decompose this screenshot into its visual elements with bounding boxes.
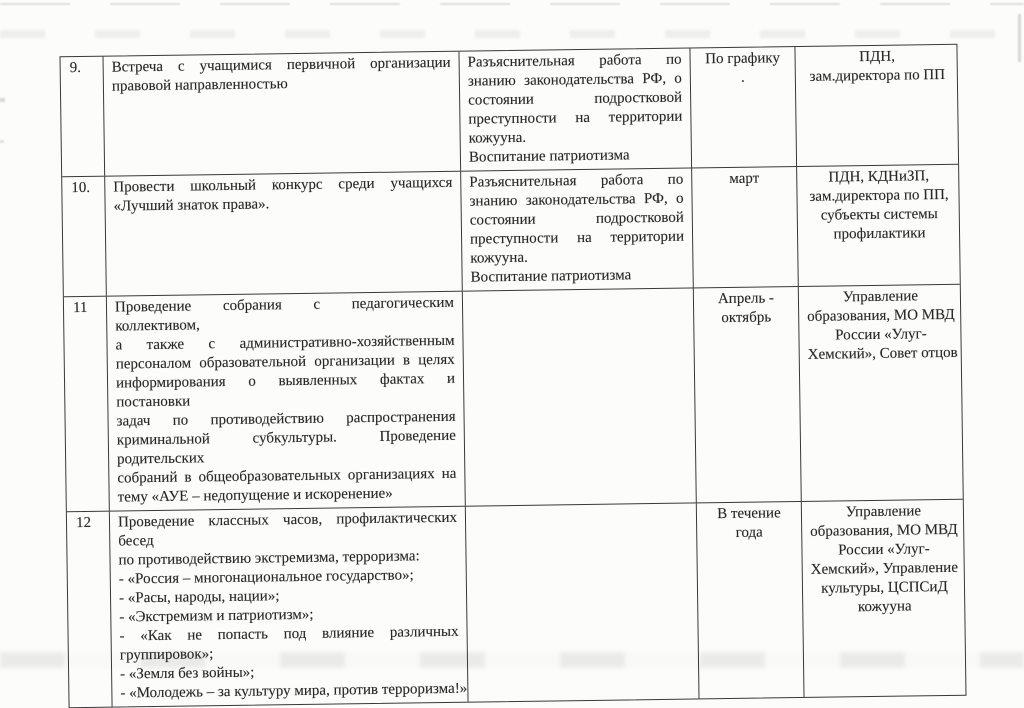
scan-mark-right-edge bbox=[1018, 14, 1021, 62]
text-line: по противодействию экстремизма, терроризма: bbox=[118, 548, 420, 569]
table-cell bbox=[462, 288, 696, 505]
text-line: 9. bbox=[69, 60, 82, 77]
scan-streak-upper bbox=[0, 30, 1024, 38]
table-cell bbox=[109, 507, 468, 707]
table-cell bbox=[460, 168, 693, 290]
scan-mark-left-edge bbox=[0, 98, 5, 102]
text-line: состоянии подростковой bbox=[468, 89, 683, 109]
text-line: март bbox=[729, 170, 760, 187]
text-line: - «Расы, народы, нации»; bbox=[118, 588, 280, 607]
table-cell bbox=[106, 292, 465, 511]
text-line: кожууна bbox=[857, 598, 912, 616]
text-line: образования, МО МВД bbox=[807, 306, 955, 325]
text-line: субъекты системы bbox=[820, 206, 938, 224]
text-line: Разъяснительная работа по bbox=[469, 171, 684, 191]
text-line: Воспитание патриотизма bbox=[470, 267, 632, 286]
text-line: преступности на территории bbox=[469, 228, 685, 248]
text-line: собраний в общеобразовательных организациях на bbox=[117, 465, 457, 487]
text-line: персоналом образовательной организации в целях bbox=[115, 351, 455, 373]
text-line: «Лучший знаток права». bbox=[113, 196, 270, 215]
table-row bbox=[64, 284, 963, 511]
table-cell bbox=[798, 285, 965, 501]
text-line: Воспитание патриотизма bbox=[468, 147, 630, 166]
text-line: криминальной субкультуры. Проведение родительских bbox=[116, 427, 456, 468]
table-cell bbox=[64, 297, 109, 512]
text-line: образования, МО МВД bbox=[810, 521, 958, 540]
text-line: Управление bbox=[842, 288, 919, 306]
text-line: - «Молодежь – за культуру мира, против терроризма!» bbox=[120, 680, 468, 702]
text-line: 10. bbox=[71, 179, 91, 197]
text-line: - «Как не попасть под влияние различных bbox=[119, 623, 459, 645]
table-cell bbox=[103, 52, 461, 176]
text-line: В течение bbox=[717, 505, 781, 523]
text-line: зам.директора по ПП bbox=[809, 66, 946, 85]
text-line: зам.директора по ПП, bbox=[809, 186, 949, 205]
scan-streak-top bbox=[0, 3, 1024, 5]
text-line: состоянии подростковой bbox=[469, 209, 684, 229]
scan-mark-left-edge bbox=[0, 140, 4, 143]
text-line: Проведение собрания с педагогическим коллективом, bbox=[114, 294, 455, 335]
plan-table bbox=[59, 44, 966, 708]
table-cell bbox=[458, 49, 691, 171]
text-line: Апрель - bbox=[717, 290, 775, 308]
table-cell bbox=[62, 177, 106, 297]
text-line: России «Улуг- bbox=[835, 326, 927, 344]
text-line: России «Улуг- bbox=[838, 541, 930, 559]
text-line: ПДН, bbox=[859, 48, 896, 66]
text-line: Управление bbox=[845, 503, 922, 521]
table-cell bbox=[689, 47, 796, 167]
text-line: знанию законодательства РФ, о bbox=[469, 190, 684, 210]
table-cell bbox=[691, 167, 798, 287]
text-line: Хемский», Совет отцов bbox=[807, 344, 958, 363]
text-line: - «Экстремизм и патриотизм»; bbox=[119, 606, 314, 626]
text-line: ПДН, КДНиЗП, bbox=[828, 168, 930, 186]
table-cell bbox=[696, 502, 804, 698]
text-line: информирования о выявленных фактах и постановки bbox=[115, 370, 456, 411]
text-line: профилактики bbox=[833, 225, 926, 243]
text-line: а также с административно-хозяйственным bbox=[115, 332, 455, 354]
text-line: кожууна. bbox=[468, 129, 527, 147]
table-cell bbox=[693, 287, 801, 502]
text-line: октябрь bbox=[721, 309, 772, 327]
table-cell bbox=[104, 172, 462, 296]
table-row bbox=[61, 45, 959, 176]
text-line: года bbox=[735, 524, 763, 541]
table-row bbox=[62, 164, 960, 296]
text-line: Провести школьный конкурс среди учащихся bbox=[113, 174, 453, 196]
text-line: группировок»; bbox=[119, 646, 214, 664]
text-line: знанию законодательства РФ, о bbox=[467, 70, 682, 90]
text-line: Хемский», Управление bbox=[810, 559, 959, 578]
table-cell bbox=[796, 165, 962, 286]
table-cell bbox=[465, 503, 699, 701]
text-line: тему «АУЕ – недопущение и искоренение» bbox=[117, 485, 393, 506]
text-line: преступности на территории bbox=[468, 108, 683, 128]
table-cell bbox=[794, 45, 960, 166]
text-line: 11 bbox=[72, 299, 88, 317]
text-line: 12 bbox=[75, 514, 92, 532]
text-line: Встреча с учащимися первичной организации bbox=[111, 54, 451, 76]
text-line: . bbox=[740, 69, 745, 86]
text-line: задач по противодействию распространения bbox=[116, 408, 456, 430]
text-line: кожууна. bbox=[470, 249, 528, 267]
table-cell bbox=[801, 500, 968, 697]
text-line: По графику bbox=[705, 50, 781, 68]
text-line: культуры, ЦСПСиД bbox=[821, 578, 948, 597]
text-line: Проведение классных часов, профилактических бесед bbox=[117, 509, 458, 550]
table-cell bbox=[61, 57, 105, 177]
text-line: Разъяснительная работа по bbox=[467, 51, 682, 71]
text-line: - «Земля без войны»; bbox=[120, 664, 255, 683]
text-line: - «Россия – многонациональное государство»; bbox=[118, 567, 414, 588]
table-row bbox=[67, 499, 966, 707]
text-line: правовой направленностью bbox=[111, 76, 288, 95]
table-cell bbox=[67, 512, 112, 708]
